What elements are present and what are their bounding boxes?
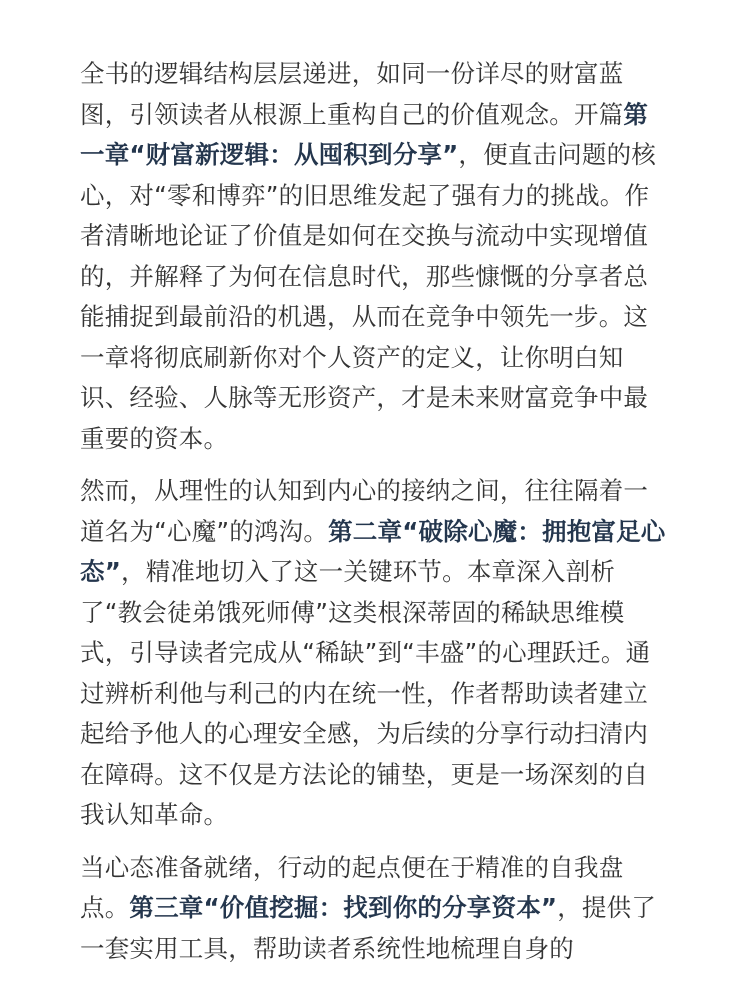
paragraph-3-text-before: 当心态准备就绪，行动的起点便在于精准的自我盘点。	[80, 852, 624, 922]
paragraph-2-text-before: 然而，从理性的认知到内心的接纳之间，往往隔着一道名为“心魔”的鸿沟。	[80, 476, 649, 546]
paragraph-2	[80, 471, 670, 836]
paragraph-3-text-after: ，提供了一套实用工具，帮助读者系统性地梳理自身的	[80, 893, 657, 963]
chapter-3-title: 第三章“价值挖掘：找到你的分享资本”	[129, 893, 558, 922]
paragraph-3	[80, 848, 670, 970]
article-body	[80, 54, 670, 981]
chapter-2-title: 第二章“破除心魔：拥抱富足心态”	[80, 516, 666, 586]
paragraph-1-text-after: ，便直击问题的核心，对“零和博弈”的旧思维发起了强有力的挑战。作者清晰地论证了价值是如何在交换与流动中实现增值的，并解释了为何在信息时代，那些慷慨的分享者总能捕捉到最前沿的机遇，从而在竞争中领先一步。这一章将彻底刷新你对个人资产的定义，让你明白知识、经验、人脉等无形资产，才是未来财富竞争中最重要的资本。	[80, 140, 657, 453]
chapter-1-title: 第一章“财富新逻辑：从囤积到分享”	[80, 99, 649, 169]
paragraph-1	[80, 54, 670, 459]
paragraph-1-text-before: 全书的逻辑结构层层递进，如同一份详尽的财富蓝图，引领读者从根源上重构自己的价值观念。开篇	[80, 59, 624, 129]
paragraph-2-text-after: ，精准地切入了这一关键环节。本章深入剖析了“教会徒弟饿死师傅”这类根深蒂固的稀缺思维模式，引导读者完成从“稀缺”到“丰盛”的心理跃迁。通过辨析利他与利己的内在统一性，作者帮助读者建立起给予他人的心理安全感，为后续的分享行动扫清内在障碍。这不仅是方法论的铺垫，更是一场深刻的自我认知革命。	[80, 557, 651, 829]
